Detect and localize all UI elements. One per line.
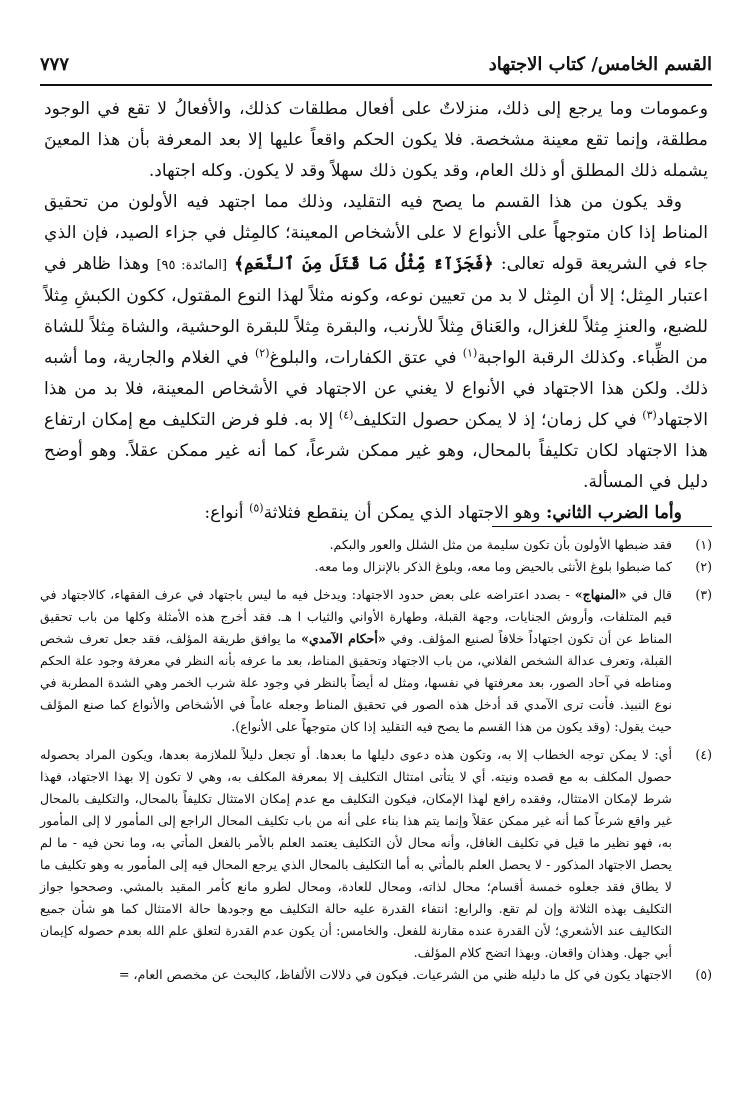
running-header — [40, 52, 712, 80]
footnote-number: (١) — [695, 537, 712, 552]
footnote-text: كما ضبطوا بلوغ الأنثى بالحيض وما معه، وبلوغ الذكر بالإنزال وما معه. — [314, 559, 672, 574]
footnote-text: فقد ضبطها الأولون بأن تكون سليمة من مثل الشلل والعور والبكم. — [329, 537, 672, 552]
verse-reference: [المائدة: ٩٥] — [156, 258, 228, 273]
paragraph-3-part-a: وهو الاجتهاد الذي يمكن أن ينقطع فثلاثة — [263, 503, 541, 523]
footnote-text: أي: لا يمكن توجه الخطاب إلا به، وتكون هذه دعوى دليلها ما بعدها. أو تجعل دليلاً للملازمة بعدها، ويكون المراد بحصوله حصول المكلف به مع قصده ونيته. أي لا يتأتى امتثال التكليف إلا بمعرفة المكلف به، وهي لا تكون إلا بهذا الاجتهاد، فهذا شرط لإمكان الامتثال، وفقده رافع لهذا الإمكان، فيكون التكليف مع عدم إمكان الامتثال تكليفاً بالمحال، والتكليف بالمحال غير واقع شرعاً كما أنه غير ممكن عقلاً وإنما يتم هذا بناء على أنه من باب تكليف المحال الراجع إلى المأمور لا إلى المأمور به، فهو نظير ما قيل في تكليف الغافل، وأنه محال لأن التكليف يعتمد العلم بالأمر بالفعل المأتي به، وما نحن فيه - ما لم يحصل الاجتهاد المذكور - لا يحصل العلم بالمأتي به أما التكليف بالمحال الذي يرجع المحال فيه إلى المأمور به وهو تكليف ما لا يطاق فقد جعلوه خمسة أقسام؛ محال لذاته، ومحال للعادة، ومحال لطرو مانع كأمر المقيد بالمشي. وصححوا جواز التكليف بهذه الثلاثة وإن لم تقع. والرابع: انتفاء القدرة عليه حالة التكليف مع وجودها حالة الامتثال كما هو شأن جميع التكاليف عند الأشعري؛ لأن القدرة عنده مقارنة للفعل. والخامس: أن يكون عدم القدرة لتعلق علم الله بعدم حصوله كإيمان أبي جهل. وهذان واقعان. وبهذا اتضح كلام المؤلف. — [40, 747, 672, 960]
cited-book-ahkam-amidi: «أحكام الآمدي» — [301, 631, 386, 646]
footnote-5 — [40, 964, 712, 986]
paragraph-3-part-b: أنواع: — [204, 503, 244, 523]
footnote-number: (٢) — [695, 559, 712, 574]
paragraph-2 — [44, 187, 708, 498]
footnote-marker-4[interactable]: (٤) — [338, 408, 354, 422]
footnote-marker-2[interactable]: (٢) — [254, 346, 270, 360]
header-divider — [40, 84, 712, 86]
paragraph-2-part-a: وقد يكون من هذا القسم ما يصح فيه التقليد، وذلك مما اجتهد فيه الأولون من تحقيق المناط إذا كان متوجهاً على الأنواع لا على الأشخاص المعينة؛ كالمِثل في جزاء الصيد، فإن الذي جاء في الشريعة قوله تعالى: — [44, 192, 709, 274]
quran-verse: ﴿فَجَزَآءٌ مِّثْلُ مَا قَتَلَ مِنَ ٱلنَّعَمِ﴾ — [234, 254, 494, 274]
page-number: ٧٧٧ — [40, 54, 70, 75]
footnote-number: (٣) — [695, 587, 712, 602]
footnote-marker-5[interactable]: (٥) — [249, 501, 264, 515]
paragraph-2-part-d: في الغلام والجارية، وما أشبه ذلك. ولكن هذا الاجتهاد في الأنواع لا يغني عن الاجتهاد في الأشخاص المعينة، فلا بد من هذا الاجتهاد — [44, 348, 708, 430]
chapter-title: القسم الخامس/ كتاب الاجتهاد — [488, 54, 712, 75]
footnote-3 — [40, 584, 712, 738]
main-text — [44, 94, 708, 529]
footnote-divider — [492, 526, 712, 527]
footnotes — [40, 534, 712, 986]
paragraph-3 — [44, 498, 708, 529]
footnote-text: الاجتهاد يكون في كل ما دليله ظني من الشرعيات. فيكون في دلالات الألفاظ، كالبحث عن مخصص العام، = — [118, 967, 672, 982]
footnote-number: (٥) — [695, 967, 712, 982]
paragraph-2-part-e: في كل زمان؛ إذ لا يمكن حصول التكليف — [353, 410, 637, 430]
footnote-1 — [40, 534, 712, 556]
footnote-marker-1[interactable]: (١) — [462, 346, 478, 360]
footnote-2 — [40, 556, 712, 578]
paragraph-2-part-c: في عتق الكفارات، والبلوغ — [269, 348, 457, 368]
paragraph-1-text: وعمومات وما يرجع إلى ذلك، منزلاتٌ على أفعال مطلقات كذلك، والأفعالُ لا تقع في الوجود مطلقة، وإنما تقع معينة مشخصة. فلا يكون الحكم واقعاً عليها إلا بعد المعرفة بأن هذا المعينَ يشمله ذلك المطلق أو ذلك العام، وقد يكون ذلك سهلاً وقد لا يكون. وكله اجتهاد. — [44, 99, 708, 181]
footnote-lead: قال في — [631, 587, 672, 602]
paragraph-2-part-b: وهذا ظاهر في اعتبار المِثل؛ إلا أن المِثل لا بد من تعيين نوعه، وكونه مثلاً لهذا النوع المقتول، ككون الكبشِ مِثلاً للضبع، والعنزِ مِثلاً للغزال، والعَناق مِثلاً للأرنب، والبقرة مِثلاً للبقرة الوحشية، والشاة مِثلاً للشاة من الظِّباء. وكذلك الرقبة الواجبة — [44, 254, 708, 368]
footnote-4 — [40, 744, 712, 964]
footnote-middle: - بصدد اعتراضه على بعض حدود الاجتهاد: ويدخل فيه ما ليس باجتهاد في عرف الفقهاء، كالاجتهاد في قيم المتلفات، وأروش الجنايات، وجهة القبلة، وطهارة الأواني والثياب ا هـ. فقد أخرج هذه الأمثلة وكلها من باب تحقيق المناط عن أن تكون اجتهاداً خلافاً لصنيع المؤلف. وفي — [40, 587, 672, 646]
footnote-number: (٤) — [695, 747, 712, 762]
cited-book-minhaj: «المنهاج» — [574, 587, 627, 602]
paragraph-1 — [44, 94, 708, 187]
footnote-marker-3[interactable]: (٣) — [642, 408, 657, 422]
footnote-tail: ما يوافق طريقة المؤلف، فقد جعل تعرف شخص القبلة، وتعرف عدالة الشخص الفلاني، من باب الاجتهاد وتحقيق المناط، بعد ما عرفه بأنه النظر في معرفة وجود علة الحكم ومناطه في آحاد الصور، بعد معرفتها في نفسها، ومثل له أيضاً بالنظر في وجود علة شرب الخمر وهي الشدة المطربة في نوع النبيذ. فأنت ترى الآمدي قد أدخل هذه الصور في تحقيق المناط وجعله عاماً في الأشخاص والأنواع كما صنع المؤلف حيث يقول: (وقد يكون من هذا القسم ما يصح فيه التقليد إذا كان متوجهاً على الأنواع). — [40, 631, 672, 734]
section-heading: وأما الضرب الثاني: — [546, 503, 682, 523]
paragraph-2-part-f: إلا به. فلو فرض التكليف مع إمكان ارتفاع هذا الاجتهاد لكان تكليفاً بالمحال، وهو غير ممكن شرعاً، كما أنه غير ممكن عقلاً. وهو أوضح دليل في المسألة. — [44, 410, 708, 492]
